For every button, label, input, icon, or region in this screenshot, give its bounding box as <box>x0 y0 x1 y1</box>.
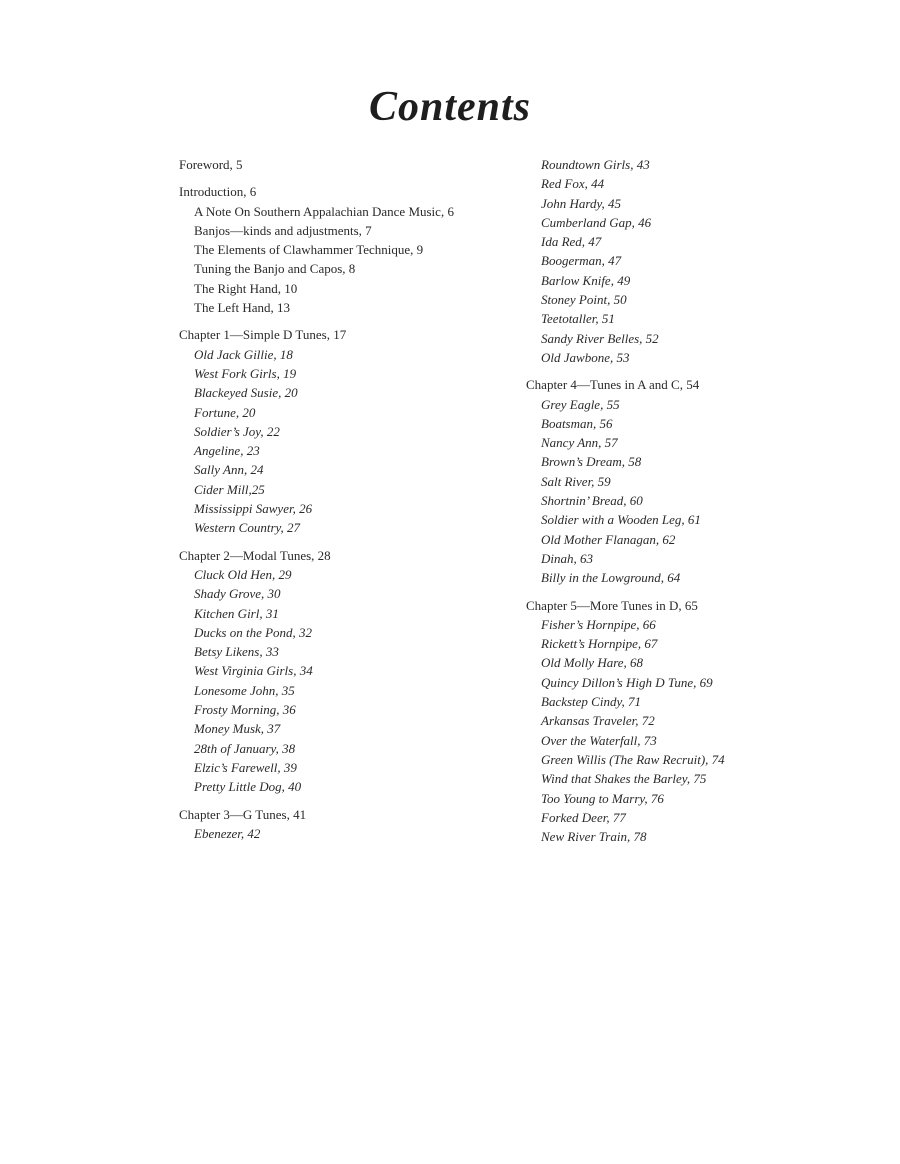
toc-entry: Shady Grove, 30 <box>194 586 281 602</box>
toc-entry: Over the Waterfall, 73 <box>541 732 657 748</box>
toc-entry: Barlow Knife, 49 <box>541 272 631 288</box>
toc-entry: Banjos—kinds and adjustments, 7 <box>194 222 372 238</box>
toc-entry: Green Willis (The Raw Recruit), 74 <box>541 751 725 767</box>
toc-entry: Money Musk, 37 <box>194 721 281 737</box>
toc-entry: Rickett’s Hornpipe, 67 <box>541 636 658 652</box>
toc-entry: Elzic’s Farewell, 39 <box>194 759 297 775</box>
toc-entry: Backstep Cindy, 71 <box>541 694 642 710</box>
toc-entry: West Virginia Girls, 34 <box>194 663 313 679</box>
toc-left-column <box>179 155 509 851</box>
toc-section-heading: Chapter 5—More Tunes in D, 65 <box>526 597 698 613</box>
toc-section <box>179 805 509 844</box>
toc-section-heading: Chapter 1—Simple D Tunes, 17 <box>179 327 347 343</box>
toc-entry: The Elements of Clawhammer Technique, 9 <box>194 242 424 258</box>
toc-entry: 28th of January, 38 <box>194 740 296 756</box>
toc-entry: Old Mother Flanagan, 62 <box>541 531 676 547</box>
toc-entry: Brown’s Dream, 58 <box>541 454 642 470</box>
toc-entry: New River Train, 78 <box>541 829 647 845</box>
toc-entry: Too Young to Marry, 76 <box>541 790 664 806</box>
toc-entry: Salt River, 59 <box>541 473 611 489</box>
toc-entry: Tuning the Banjo and Capos, 8 <box>194 261 356 277</box>
toc-entry: Grey Eagle, 55 <box>541 396 620 412</box>
toc-entry: Kitchen Girl, 31 <box>194 605 279 621</box>
toc-section <box>179 325 509 537</box>
toc-entry: Shortnin’ Bread, 60 <box>541 493 643 509</box>
toc-section <box>179 546 509 797</box>
toc-section-heading: Introduction, 6 <box>179 184 257 200</box>
toc-entry: Old Jack Gillie, 18 <box>194 346 293 362</box>
toc-entry: Cider Mill,25 <box>194 481 265 497</box>
toc-section <box>526 375 826 587</box>
toc-entry: Fisher’s Hornpipe, 66 <box>541 616 656 632</box>
toc-section <box>179 182 509 317</box>
toc-entry: Dinah, 63 <box>541 550 593 566</box>
toc-entry: Boatsman, 56 <box>541 415 613 431</box>
toc-entry: Cluck Old Hen, 29 <box>194 566 292 582</box>
toc-entry: Cumberland Gap, 46 <box>541 214 652 230</box>
toc-entry: Ida Red, 47 <box>541 234 602 250</box>
toc-entry: Teetotaller, 51 <box>541 311 615 327</box>
toc-entry: Roundtown Girls, 43 <box>541 157 650 172</box>
toc-entry: Arkansas Traveler, 72 <box>541 713 655 729</box>
toc-entry: Blackeyed Susie, 20 <box>194 385 298 401</box>
toc-section <box>179 155 509 174</box>
toc-entry: Soldier with a Wooden Leg, 61 <box>541 512 701 528</box>
toc-entry: Billy in the Lowground, 64 <box>541 570 681 586</box>
toc-section-heading: Chapter 2—Modal Tunes, 28 <box>179 547 331 563</box>
toc-entry: The Left Hand, 13 <box>194 300 291 316</box>
toc-entry: West Fork Girls, 19 <box>194 365 297 381</box>
toc-section-heading: Foreword, 5 <box>179 157 243 172</box>
toc-entry: Forked Deer, 77 <box>541 809 626 825</box>
toc-entry: Stoney Point, 50 <box>541 292 627 308</box>
toc-entry: Old Jawbone, 53 <box>541 349 630 365</box>
toc-entry: Red Fox, 44 <box>541 176 605 192</box>
toc-entry: Western Country, 27 <box>194 520 301 536</box>
toc-entry: Angeline, 23 <box>194 443 260 459</box>
toc-entry: Fortune, 20 <box>194 404 256 420</box>
toc-section-heading: Chapter 4—Tunes in A and C, 54 <box>526 377 700 393</box>
toc-section-heading: Chapter 3—G Tunes, 41 <box>179 806 307 822</box>
toc-section <box>526 155 826 367</box>
toc-entry: The Right Hand, 10 <box>194 280 298 296</box>
toc-entry: Sally Ann, 24 <box>194 462 264 478</box>
toc-entry: Old Molly Hare, 68 <box>541 655 644 671</box>
toc-entry: Ebenezer, 42 <box>194 825 261 841</box>
toc-entry: John Hardy, 45 <box>541 195 622 211</box>
toc-entry: Boogerman, 47 <box>541 253 622 269</box>
toc-entry: Lonesome John, 35 <box>194 682 295 698</box>
toc-entry: Ducks on the Pond, 32 <box>194 624 313 640</box>
toc-section <box>526 596 826 847</box>
toc-entry: Sandy River Belles, 52 <box>541 330 659 346</box>
toc-entry: Nancy Ann, 57 <box>541 435 618 451</box>
toc-entry: Soldier’s Joy, 22 <box>194 423 280 439</box>
toc-entry: A Note On Southern Appalachian Dance Music, 6 <box>194 203 454 219</box>
toc-entry: Quincy Dillon’s High D Tune, 69 <box>541 674 713 690</box>
toc-entry: Frosty Morning, 36 <box>194 702 296 718</box>
page-title: Contents <box>368 84 532 131</box>
toc-entry: Mississippi Sawyer, 26 <box>194 501 313 517</box>
toc-entry: Pretty Little Dog, 40 <box>194 779 302 795</box>
toc-right-column <box>526 155 826 854</box>
toc-entry: Betsy Likens, 33 <box>194 644 279 660</box>
toc-entry: Wind that Shakes the Barley, 75 <box>541 771 707 787</box>
